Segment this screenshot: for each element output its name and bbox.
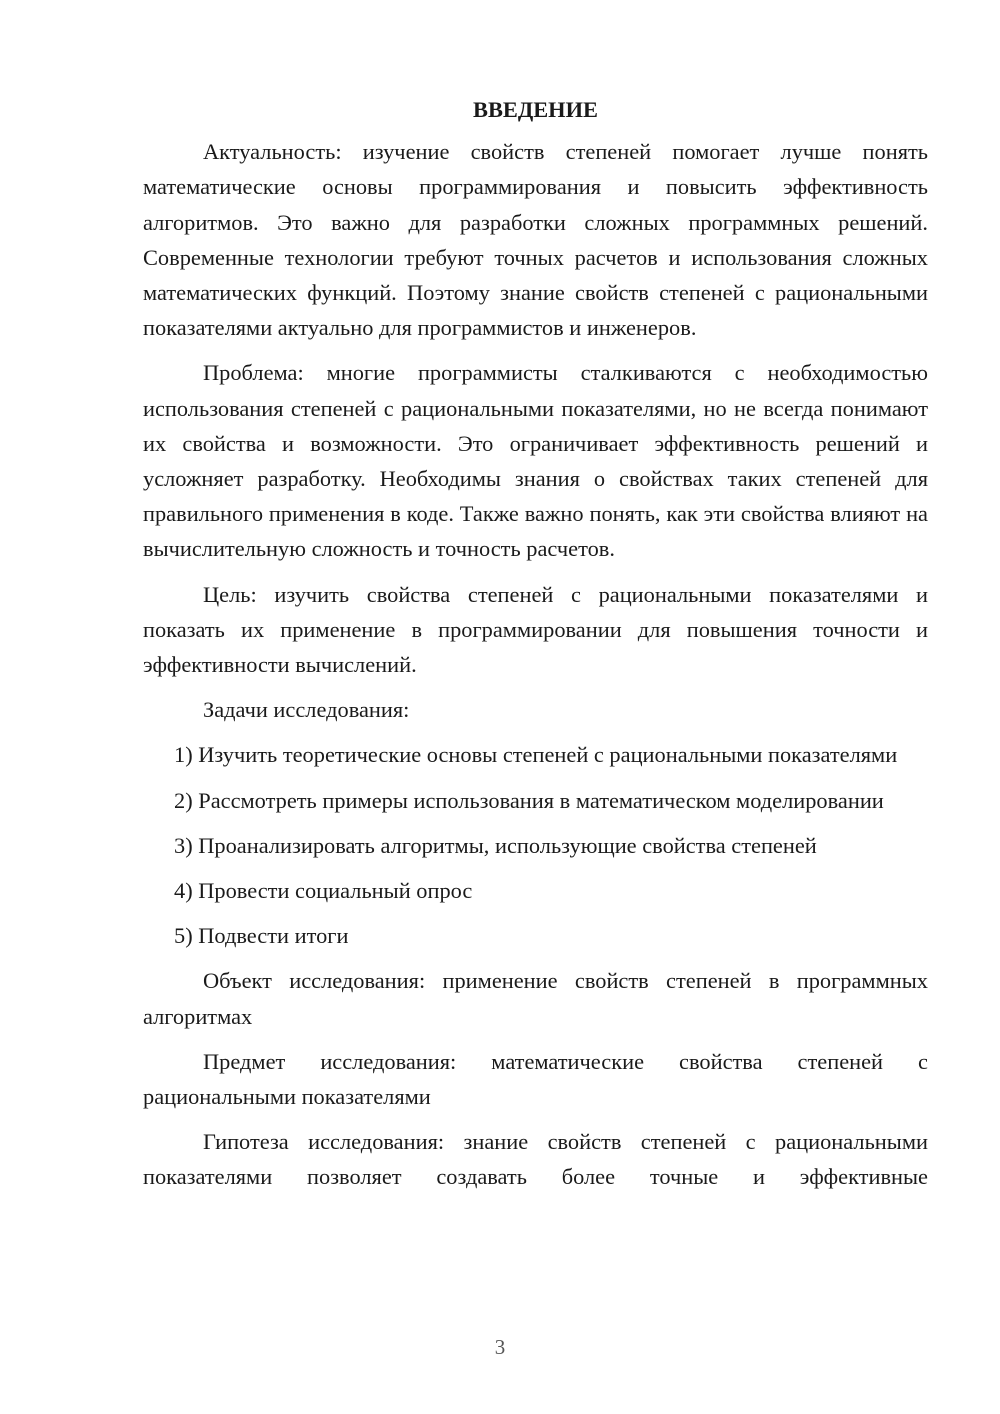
task-item-3: 3) Проанализировать алгоритмы, использующие свойства степеней xyxy=(174,832,817,858)
task-item-5: 5) Подвести итоги xyxy=(174,923,349,949)
tasks-heading: Задачи исследования: xyxy=(203,697,410,723)
section-title: ВВЕДЕНИЕ xyxy=(473,97,598,122)
task-item-2: 2) Рассмотреть примеры использования в математическом моделировании xyxy=(174,787,884,813)
relevance-paragraph: Актуальность: изучение свойств степеней помогает лучше понять математические основы программирования и повысить эффективность алгоритмов. Это важно для разработки сложных программных решений. Современные технологии требуют точных расчетов и использования сложных математических функций. Поэтому знание свойств степеней с рациональными показателями актуально для программистов и инженеров. xyxy=(143,139,928,341)
goal-paragraph: Цель: изучить свойства степеней с рациональными показателями и показать их применение в программировании для повышения точности и эффективности вычислений. xyxy=(143,581,928,678)
page-number: 3 xyxy=(494,1335,506,1359)
document-page xyxy=(143,92,928,1205)
hypothesis-paragraph: Гипотеза исследования: знание свойств степеней с рациональными показателями позволяет создавать более точные и эффективные xyxy=(143,1129,928,1190)
task-item-1: 1) Изучить теоретические основы степеней с рациональными показателями xyxy=(174,742,898,768)
object-paragraph: Объект исследования: применение свойств степеней в программных алгоритмах xyxy=(143,968,928,1029)
problem-paragraph: Проблема: многие программисты сталкиваются с необходимостью использования степеней с рациональными показателями, но не всегда понимают их свойства и возможности. Это ограничивает эффективность решений и усложняет разработку. Необходимы знания о свойствах таких степеней для правильного применения в коде. Также важно понять, как эти свойства влияют на вычислительную сложность и точность расчетов. xyxy=(143,360,928,562)
subject-paragraph: Предмет исследования: математические свойства степеней с рациональными показателями xyxy=(143,1048,928,1110)
task-item-4: 4) Провести социальный опрос xyxy=(174,878,473,904)
